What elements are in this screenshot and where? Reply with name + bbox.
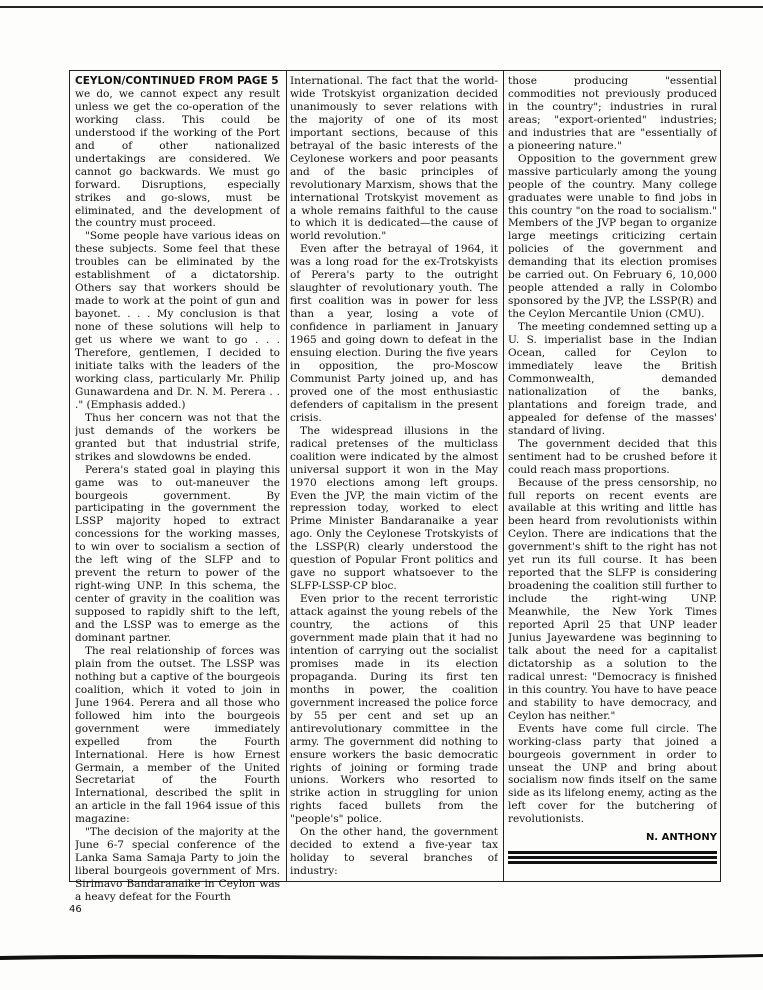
paragraph: The government decided that this sentiment had to be crushed before it could reach mass proportions. xyxy=(508,437,717,476)
column-1 xyxy=(75,75,280,904)
paragraph: Because of the press censorship, no full reports on recent events are available at this writing and little has been heard from revolutionists within Ceylon. There are indications that the government's shift to the right has not yet run its full course. It has been reported that the SLFP is considering broadening the coalition still further to include the right-wing UNP. Meanwhile, the New York Times reported April 25 that UNP leader Junius Jayewardene was beginning to talk about the need for a capitalist dictatorship as a solution to the radical unrest: "Democracy is finished in this country. You have to have peace and stability to have democracy, and Ceylon has neither." xyxy=(508,476,717,722)
paragraph: Thus her concern was not that the just demands of the workers be granted but that industrial strife, strikes and slowdowns be ended. xyxy=(75,411,280,463)
paragraph: those producing "essential commodities not previously produced in the country"; industries in rural areas; "export-oriented" industries; and industries that are "essentially of a pioneering nature." xyxy=(508,75,717,152)
column-2 xyxy=(290,75,498,878)
paragraph: Even prior to the recent terroristic attack against the young rebels of the country, the actions of this government made plain that it had no intention of carrying out the socialist promises made in its election propaganda. During its first ten months in power, the coalition government increased the police force by 55 per cent and set up an antirevolutionary committee in the army. The government did nothing to ensure workers the basic democratic rights of joining or forming trade unions. Workers who resorted to strike action in struggling for union rights faced bullets from the "people's" police. xyxy=(290,593,498,826)
author-signature: N. ANTHONY xyxy=(645,832,717,844)
paragraph: Even after the betrayal of 1964, it was a long road for the ex-Trotskyists of Perera's party to the outright slaughter of revolutionary youth. The first coalition was in power for less than a year, losing a vote of confidence in parliament in January 1965 and going down to defeat in the ensuing election. During the five years in opposition, the pro-Moscow Communist Party joined up, and has proved one of the most enthusiastic defenders of capitalism in the present crisis. xyxy=(290,243,498,424)
column-divider xyxy=(503,70,504,882)
paragraph: International. The fact that the world-wide Trotskyist organization decided unanimously to sever relations with the majority of one of its most important sections, because of this betrayal of the basic interests of the Ceylonese workers and poor peasants and of the basic principles of revolutionary Marxism, shows that the international Trotskyist movement as a whole remains faithful to the cause to which it is dedicated—the cause of world revolution." xyxy=(290,75,498,243)
paragraph: The real relationship of forces was plain from the outset. The LSSP was nothing but a captive of the bourgeois coalition, which it voted to join in June 1964. Perera and all those who followed him into the bourgeois government were immediately expelled from the Fourth International. Here is how Ernest Germain, a member of the United Secretariat of the Fourth International, described the split in an article in the fall 1964 issue of this magazine: xyxy=(75,644,280,826)
top-rule xyxy=(0,6,763,8)
paragraph: On the other hand, the government decided to extend a five-year tax holiday to several branches of industry: xyxy=(290,826,498,878)
paragraph: Perera's stated goal in playing this game was to out-maneuver the bourgeois government. By participating in the government the LSSP majority hoped to extract concessions for the working masses, to win over to socialism a section of the left wing of the SLFP and to prevent the return to power of the right-wing UNP. In this schema, the center of gravity in the coalition was supposed to rapidly shift to the left, and the LSSP was to emerge as the dominant partner. xyxy=(75,463,280,644)
paragraph: The widespread illusions in the radical pretenses of the multiclass coalition were indicated by the almost universal support it won in the May 1970 elections among left groups. Even the JVP, the main victim of the repression today, worked to elect Prime Minister Bandaranaike a year ago. Only the Ceylonese Trotskyists of the LSSP(R) clearly understood the question of Popular Front politics and gave no support whatsoever to the SLFP-LSSP-CP bloc. xyxy=(290,424,498,593)
kicker-suffix: /CONTINUED FROM PAGE 5 xyxy=(121,75,279,87)
paragraph: we do, we cannot expect any result unless we get the co-operation of the working class. This could be understood if the working of the Port and of other nationalized undertakings are considered. We cannot go backwards. We must go forward. Disruptions, especially strikes and go-slows, must be eliminated, and the development of the country must proceed. xyxy=(75,87,280,230)
bottom-edge-stroke xyxy=(0,948,763,964)
end-rule xyxy=(508,851,717,864)
paragraph: Opposition to the government grew massive particularly among the young people of the country. Many college graduates were unable to find jobs in this country "on the road to socialism." Members of the JVP began to organize large meetings criticizing certain policies of the government and demanding that its election promises be carried out. On February 6, 10,000 people attended a rally in Colombo sponsored by the JVP, the LSSP(R) and the Ceylon Mercantile Union (CMU). xyxy=(508,152,717,321)
kicker-prefix: CEYLON xyxy=(75,75,122,87)
paragraph: "The decision of the majority at the June 6-7 special conference of the Lanka Sama Samaja Party to join the liberal bourgeois government of Mrs. Sirimavo Bandaranaike in Ceylon was a heavy defeat for the Fourth xyxy=(75,826,280,904)
continuation-kicker xyxy=(75,75,280,88)
paragraph: Events have come full circle. The working-class party that joined a bourgeois government in order to unseat the UNP and bring about socialism now finds itself on the same side as its lifelong enemy, acting as the left cover for the butchering of revolutionists. xyxy=(508,722,717,826)
column-3 xyxy=(508,75,717,866)
column-divider xyxy=(286,70,287,882)
paragraph: The meeting condemned setting up a U. S. imperialist base in the Indian Ocean, called for Ceylon to immediately leave the British Commonwealth, demanded nationalization of the banks, plantations and foreign trade, and appealed for defense of the masses' standard of living. xyxy=(508,321,717,437)
page-number: 46 xyxy=(69,904,82,915)
paragraph: "Some people have various ideas on these subjects. Some feel that these troubles can be eliminated by the establishment of a dictatorship. Others say that workers should be made to work at the point of gun and bayonet. . . . My conclusion is that none of these solutions will help to get us where we want to go . . . Therefore, gentlemen, I decided to initiate talks with the leaders of the working class, particularly Mr. Philip Gunawardena and Dr. N. M. Perera . . ." (Emphasis added.) xyxy=(75,230,280,411)
